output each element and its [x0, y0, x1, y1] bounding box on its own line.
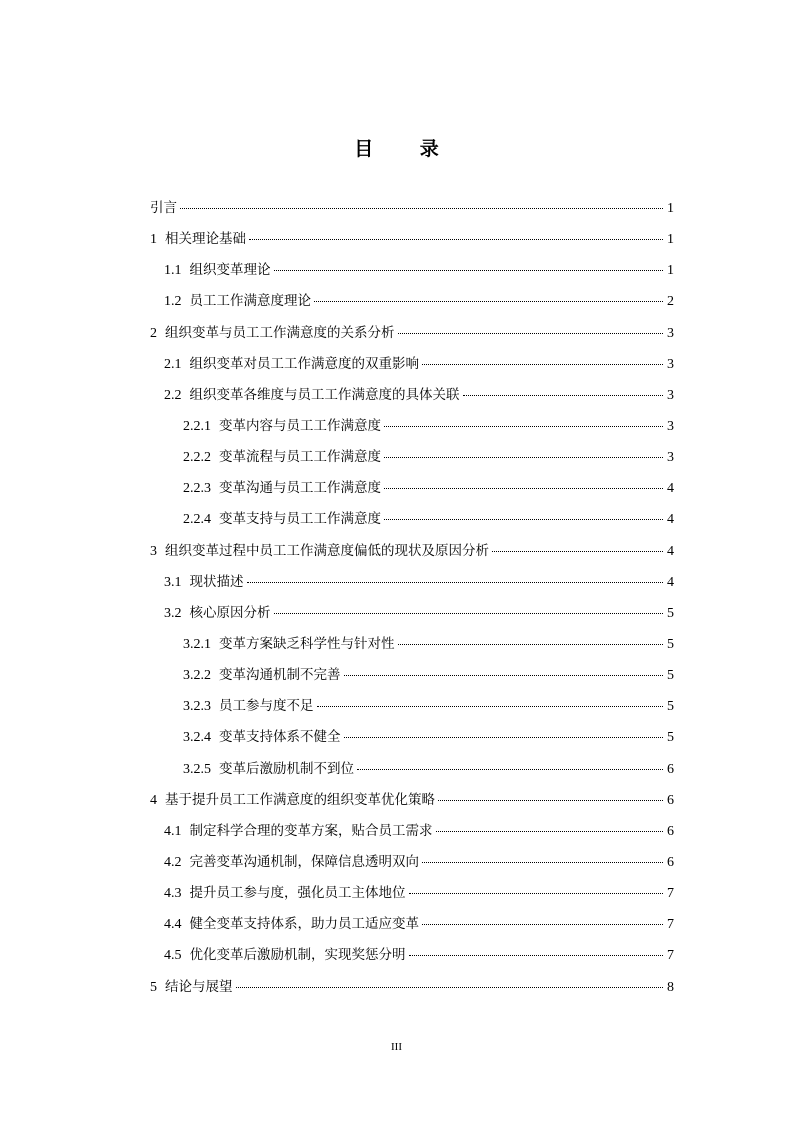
toc-entry-number: 5 [150, 979, 157, 995]
toc-entry-title: 变革支持体系不健全 [219, 729, 341, 746]
toc-dot-leader [274, 269, 664, 271]
toc-entry-title: 变革沟通机制不完善 [219, 667, 341, 684]
toc-entry-number: 2.2.1 [183, 418, 211, 434]
toc-entry[interactable] [150, 385, 674, 416]
toc-dot-leader [409, 892, 664, 894]
toc-entry-page: 4 [667, 574, 674, 590]
toc-entry-title: 变革内容与员工工作满意度 [219, 417, 381, 434]
toc-entry-number: 2.1 [164, 356, 182, 372]
toc-entry[interactable] [150, 759, 674, 790]
toc-entry-page: 5 [667, 605, 674, 621]
toc-dot-leader [180, 207, 663, 209]
toc-entry-title: 变革支持与员工工作满意度 [219, 511, 381, 528]
toc-entry-page: 6 [667, 792, 674, 808]
toc-entry-page: 6 [667, 761, 674, 777]
toc-entry-title: 现状描述 [189, 573, 244, 590]
toc-entry-title: 组织变革对员工工作满意度的双重影响 [189, 355, 419, 372]
toc-entry-title: 健全变革支持体系，助力员工适应变革 [189, 916, 419, 933]
toc-dot-leader [384, 425, 663, 427]
toc-dot-leader [409, 954, 664, 956]
toc-entry[interactable] [150, 198, 674, 229]
toc-entry[interactable] [150, 291, 674, 322]
toc-entry-number: 4.2 [164, 854, 182, 870]
toc-dot-leader [274, 612, 664, 614]
toc-entry-number: 4.4 [164, 917, 182, 933]
toc-entry-number: 3.2.3 [183, 699, 211, 715]
toc-dot-leader [384, 518, 663, 520]
toc-entry-number: 2.2 [164, 387, 182, 403]
toc-entry-page: 3 [667, 450, 674, 466]
toc-entry-page: 6 [667, 823, 674, 839]
toc-entry-title: 组织变革各维度与员工工作满意度的具体关联 [189, 386, 460, 403]
toc-entry-title: 结论与展望 [165, 978, 233, 995]
toc-entry[interactable] [150, 945, 674, 976]
toc-entry-page: 3 [667, 418, 674, 434]
toc-entry-title: 员工工作满意度理论 [189, 293, 311, 310]
toc-entry[interactable] [150, 416, 674, 447]
toc-entry[interactable] [150, 696, 674, 727]
toc-entry-title: 员工参与度不足 [219, 698, 314, 715]
toc-entry-page: 1 [667, 232, 674, 248]
toc-entry[interactable] [150, 665, 674, 696]
toc-dot-leader [357, 768, 663, 770]
toc-entry-number: 1.1 [164, 263, 182, 279]
toc-entry[interactable] [150, 634, 674, 665]
toc-entry-page: 4 [667, 543, 674, 559]
toc-entry-page: 7 [667, 917, 674, 933]
table-of-contents [150, 198, 674, 1008]
toc-entry-page: 6 [667, 854, 674, 870]
toc-entry-title: 变革方案缺乏科学性与针对性 [219, 635, 395, 652]
toc-entry-title: 变革流程与员工工作满意度 [219, 449, 381, 466]
toc-entry-page: 1 [667, 263, 674, 279]
toc-entry-number: 4.1 [164, 823, 182, 839]
toc-dot-leader [438, 799, 663, 801]
toc-entry-title: 核心原因分析 [189, 604, 271, 621]
toc-entry[interactable] [150, 977, 674, 1008]
toc-entry-number: 4 [150, 792, 157, 808]
toc-entry-number: 3.2.1 [183, 636, 211, 652]
toc-entry-page: 4 [667, 512, 674, 528]
toc-entry[interactable] [150, 852, 674, 883]
toc-dot-leader [344, 674, 664, 676]
toc-entry-title: 优化变革后激励机制，实现奖惩分明 [189, 947, 406, 964]
toc-entry-page: 5 [667, 668, 674, 684]
toc-dot-leader [384, 487, 663, 489]
toc-entry[interactable] [150, 509, 674, 540]
toc-dot-leader [436, 830, 664, 832]
toc-entry-page: 3 [667, 356, 674, 372]
toc-dot-leader [247, 581, 664, 583]
toc-entry-number: 2.2.2 [183, 450, 211, 466]
toc-entry[interactable] [150, 541, 674, 572]
toc-dot-leader [344, 736, 664, 738]
toc-dot-leader [249, 238, 663, 240]
toc-dot-leader [236, 986, 664, 988]
toc-entry-number: 3 [150, 543, 157, 559]
toc-entry-page: 3 [667, 325, 674, 341]
toc-entry-title: 完善变革沟通机制，保障信息透明双向 [189, 853, 419, 870]
toc-entry[interactable] [150, 603, 674, 634]
toc-entry[interactable] [150, 883, 674, 914]
toc-entry[interactable] [150, 572, 674, 603]
toc-entry[interactable] [150, 914, 674, 945]
toc-entry-page: 8 [667, 979, 674, 995]
toc-entry-title: 变革沟通与员工工作满意度 [219, 480, 381, 497]
toc-entry-number: 2.2.4 [183, 512, 211, 528]
toc-dot-leader [384, 456, 663, 458]
toc-entry-number: 3.2.5 [183, 761, 211, 777]
toc-dot-leader [398, 332, 664, 334]
page-title: 目 录 [354, 138, 459, 160]
toc-dot-leader [422, 363, 663, 365]
toc-entry-title: 组织变革与员工工作满意度的关系分析 [165, 324, 395, 341]
toc-dot-leader [422, 923, 663, 925]
page-number: III [391, 1041, 402, 1053]
toc-entry-page: 1 [667, 201, 674, 216]
toc-entry[interactable] [150, 323, 674, 354]
toc-entry-page: 5 [667, 636, 674, 652]
toc-entry-number: 3.1 [164, 574, 182, 590]
toc-entry-page: 5 [667, 699, 674, 715]
toc-entry[interactable] [150, 821, 674, 852]
toc-entry-page: 7 [667, 886, 674, 902]
toc-entry-title: 基于提升员工工作满意度的组织变革优化策略 [165, 791, 435, 808]
toc-entry[interactable] [150, 478, 674, 509]
toc-entry-number: 3.2.4 [183, 730, 211, 746]
toc-entry-page: 2 [667, 294, 674, 310]
toc-entry-number: 2 [150, 325, 157, 341]
toc-dot-leader [422, 861, 663, 863]
toc-dot-leader [317, 705, 664, 707]
toc-entry-number: 4.5 [164, 948, 182, 964]
toc-dot-leader [398, 643, 664, 645]
toc-dot-leader [463, 394, 664, 396]
toc-entry-page: 5 [667, 730, 674, 746]
toc-entry[interactable] [150, 790, 674, 821]
toc-entry-number: 1.2 [164, 294, 182, 310]
toc-entry[interactable] [150, 447, 674, 478]
toc-entry-page: 3 [667, 387, 674, 403]
toc-entry-number: 3.2.2 [183, 668, 211, 684]
toc-entry-page: 7 [667, 948, 674, 964]
toc-entry-page: 4 [667, 481, 674, 497]
toc-entry-number: 1 [150, 232, 157, 248]
toc-entry[interactable] [150, 727, 674, 758]
toc-dot-leader [314, 300, 663, 302]
toc-entry[interactable] [150, 354, 674, 385]
toc-entry-number: 4.3 [164, 886, 182, 902]
toc-entry-title: 提升员工参与度，强化员工主体地位 [189, 885, 406, 902]
toc-entry-title: 引言 [150, 200, 177, 216]
toc-entry[interactable] [150, 260, 674, 291]
toc-entry-title: 变革后激励机制不到位 [219, 760, 354, 777]
toc-entry-title: 相关理论基础 [165, 231, 246, 248]
toc-entry-title: 组织变革过程中员工工作满意度偏低的现状及原因分析 [165, 542, 489, 559]
toc-entry-number: 3.2 [164, 605, 182, 621]
toc-entry[interactable] [150, 229, 674, 260]
toc-entry-title: 制定科学合理的变革方案，贴合员工需求 [189, 822, 433, 839]
toc-entry-title: 组织变革理论 [189, 262, 271, 279]
toc-entry-number: 2.2.3 [183, 481, 211, 497]
toc-dot-leader [492, 550, 663, 552]
